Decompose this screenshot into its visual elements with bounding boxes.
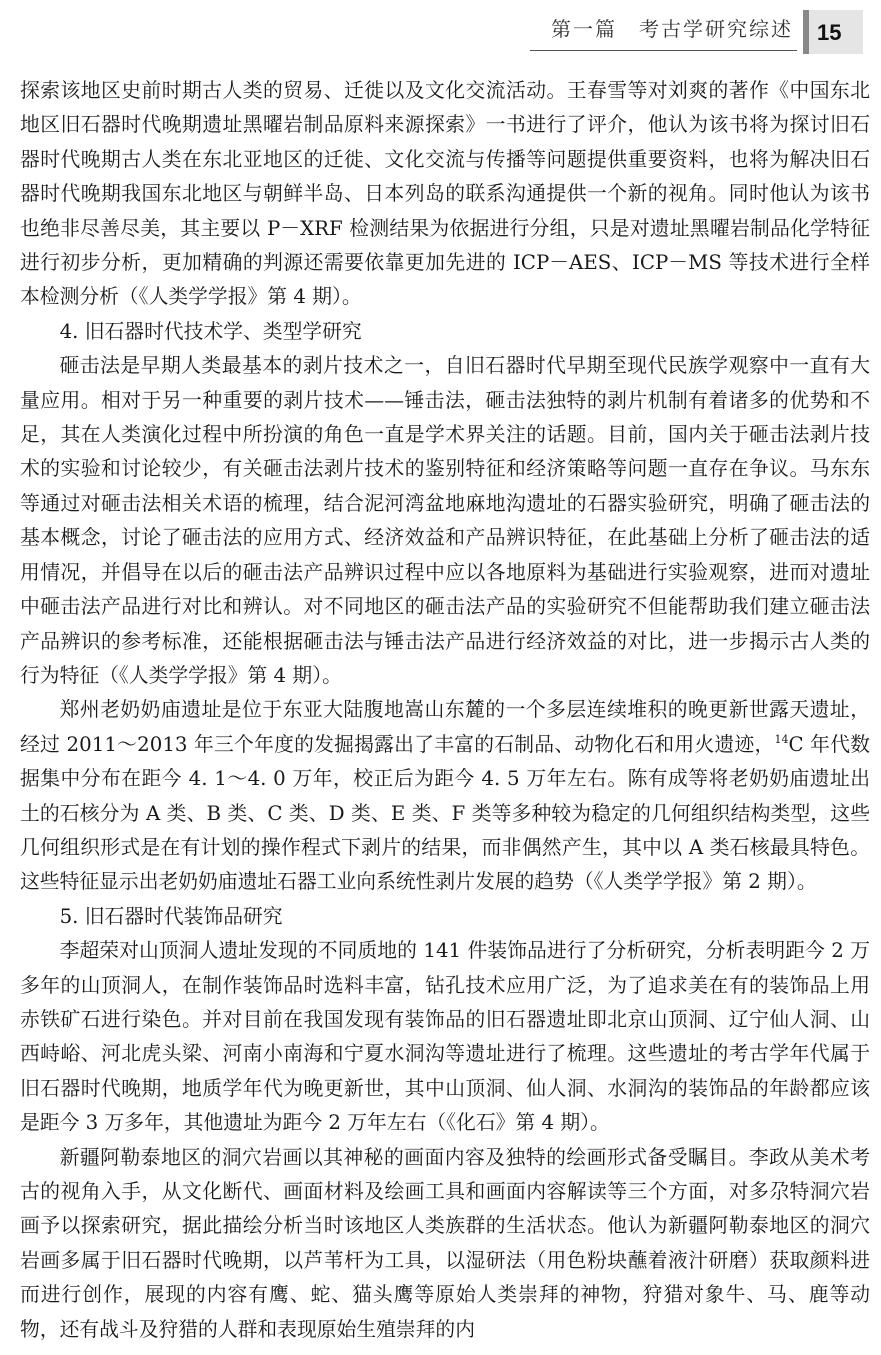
header-rule bbox=[530, 50, 797, 51]
header-title: 考古学研究综述 bbox=[639, 17, 793, 41]
header-part: 第一篇 bbox=[551, 17, 617, 41]
paragraph-obsidian-review: 探索该地区史前时期古人类的贸易、迁徙以及文化交流活动。王春雪等对刘爽的著作《中国东北地区旧石器时代晚期遗址黑曜岩制品原料来源探索》一书进行了评介，他认为该书将为探讨旧石器时代晚期古人类在东北亚地区的迁徙、文化交流与传播等问题提供重要资料，也将为解决旧石器时代晚期我国东北地区与朝鲜半岛、日本列岛的联系沟通提供一个新的视角。同时他认为该书也绝非尽善尽美，其主要以 P－XRF 检测结果为依据进行分组，只是对遗址黑曜岩制品化学特征进行初步分析，更加精确的判源还需要依靠更加先进的 ICP－AES、ICP－MS 等技术进行全样本检测分析（《人类学学报》第 4 期）。 bbox=[20, 79, 870, 309]
paragraph-altay-cave-paintings: 新疆阿勒泰地区的洞穴岩画以其神秘的画面内容及独特的绘画形式备受瞩目。李政从美术考古的视角入手，从文化断代、画面材料及绘画工具和画面内容解读等三个方面，对多尕特洞穴岩画予以探索研究，据此描绘分析当时该地区人类族群的生活状态。他认为新疆阿勒泰地区的洞穴岩画多属于旧石器时代晚期，以芦苇杆为工具，以湿研法（用色粉块蘸着液汁研磨）获取颜料进而进行创作，展现的内容有鹰、蛇、猫头鹰等原始人类崇拜的神物，狩猎对象牛、马、鹿等动物，还有战斗及狩猎的人群和表现原始生殖崇拜的内 bbox=[20, 1145, 870, 1341]
paragraph-laonainaimiao-site bbox=[20, 693, 870, 899]
paragraph-bipolar-technique: 砸击法是早期人类最基本的剥片技术之一，自旧石器时代早期至现代民族学观察中一直有大量应用。相对于另一种重要的剥片技术——锤击法，砸击法独特的剥片机制有着诸多的优势和不足，其在人类演化过程中所扮演的角色一直是学术界关注的话题。目前，国内关于砸击法剥片技术的实验和讨论较少，有关砸击法剥片技术的鉴别特征和经济策略等问题一直存在争议。马东东等通过对砸击法相关术语的梳理，结合泥河湾盆地麻地沟遗址的石器实验研究，明确了砸击法的基本概念，讨论了砸击法的应用方式、经济效益和产品辨识特征，在此基础上分析了砸击法的适用情况，并倡导在以后的砸击法产品辨识过程中应以各地原料为基础进行实验观察，进而对遗址中砸击法产品进行对比和辨认。对不同地区的砸击法产品的实验研究不但能帮助我们建立砸击法产品辨识的参考标准，还能根据砸击法与锤击法产品进行经济效益的对比，进一步揭示古人类的行为特征（《人类学学报》第 4 期）。 bbox=[20, 354, 870, 687]
isotope-superscript: 14 bbox=[774, 732, 789, 746]
laonainaimiao-text-1: 郑州老奶奶庙遗址是位于东亚大陆腹地嵩山东麓的一个多层连续堆积的晚更新世露天遗址，经过 2011～2013 年三个年度的发掘揭露出了丰富的石制品、动物化石和用火遗迹， bbox=[20, 698, 870, 756]
section-heading-technology-typology: 4. 旧石器时代技术学、类型学研究 bbox=[59, 319, 362, 343]
body-text bbox=[20, 74, 870, 1347]
section-heading-ornaments: 5. 旧石器时代装饰品研究 bbox=[59, 904, 283, 928]
page-number: 15 bbox=[817, 20, 842, 45]
laonainaimiao-text-2: C 年代数据集中分布在距今 4. 1～4. 0 万年，校正后为距今 4. 5 万年左右。陈有成等将老奶奶庙遗址出土的石核分为 A 类、B 类、C 类、D 类、E 类、F 类等多种较为稳定的几何组织结构类型，这些几何组织形式是在有计划的操作程式下剥片的结果，而非偶然产生，其中以 A 类石核最具特色。这些特征显示出老奶奶庙遗址石器工业向系统性剥片发展的趋势（《人类学学报》第 2 期）。 bbox=[20, 732, 870, 894]
page-number-box bbox=[803, 10, 863, 54]
running-header bbox=[551, 13, 793, 42]
paragraph-upper-cave-ornaments: 李超荣对山顶洞人遗址发现的不同质地的 141 件装饰品进行了分析研究，分析表明距今 2 万多年的山顶洞人，在制作装饰品时选料丰富，钻孔技术应用广泛，为了追求美在有的装饰品上用赤铁矿石进行染色。并对目前在我国发现有装饰品的旧石器遗址即北京山顶洞、辽宁仙人洞、山西峙峪、河北虎头梁、河南小南海和宁夏水洞沟等遗址进行了梳理。这些遗址的考古学年代属于旧石器时代晚期，地质学年代为晚更新世，其中山顶洞、仙人洞、水洞沟的装饰品的年龄都应该是距今 3 万多年，其他遗址为距今 2 万年左右（《化石》第 4 期）。 bbox=[20, 939, 870, 1135]
page-header bbox=[0, 0, 881, 60]
